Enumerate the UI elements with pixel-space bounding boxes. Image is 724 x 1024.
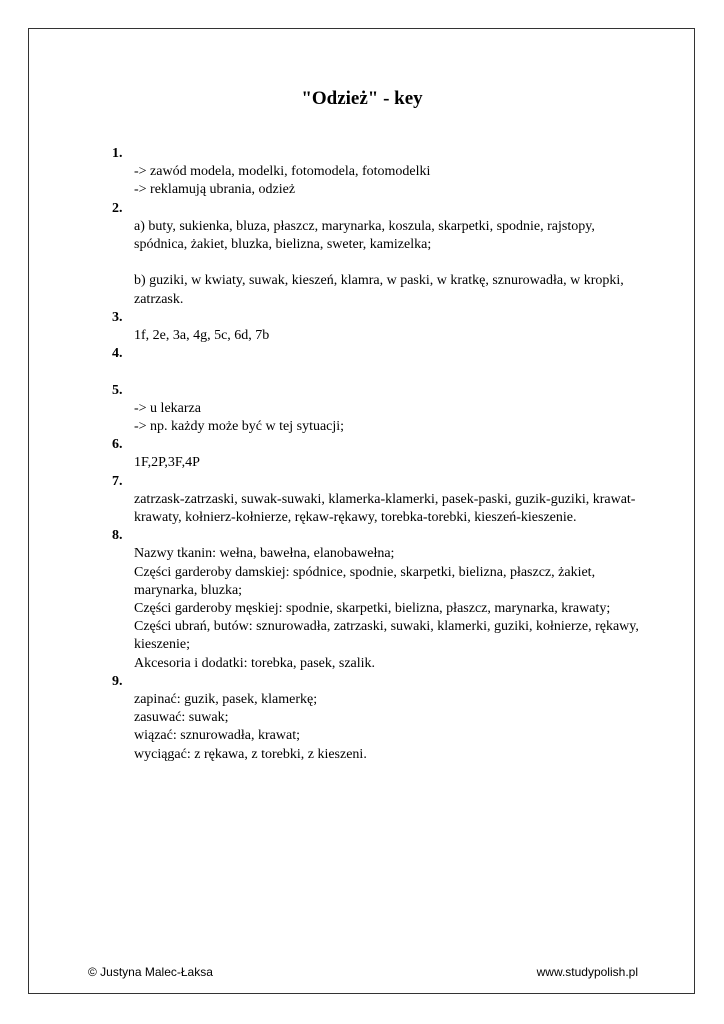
answer-line: zatrzask-zatrzaski, suwak-suwaki, klamerka-klamerki, pasek-paski, guzik-guziki, krawat-krawaty, kołnierz-kołnierze, rękaw-rękawy, torebka-torebki, kieszeń-kieszenie. xyxy=(134,491,636,526)
answer-line: Akcesoria i dodatki: torebka, pasek, szalik. xyxy=(134,655,376,671)
answer-line: wyciągać: z rękawa, z torebki, z kieszeni. xyxy=(134,746,367,762)
answer-line: Części ubrań, butów: sznurowadła, zatrzaski, suwaki, klamerki, guziki, kołnierze, rękawy, kieszenie; xyxy=(134,619,639,653)
answer-line: Nazwy tkanin: wełna, bawełna, elanobawełna; xyxy=(134,546,395,562)
spacer xyxy=(112,254,642,272)
document-title: "Odzież" - key xyxy=(301,88,423,109)
footer-author: © Justyna Malec-Łaksa xyxy=(88,965,213,979)
answer-line: zapinać: guzik, pasek, klamerkę; xyxy=(134,692,318,708)
question-number-8: 8. xyxy=(112,528,123,544)
answer-line: -> u lekarza xyxy=(134,400,201,416)
answer-key-body xyxy=(112,145,642,764)
question-number-6: 6. xyxy=(112,437,123,453)
question-number-4: 4. xyxy=(112,346,123,362)
spacer xyxy=(112,363,642,381)
answer-line: wiązać: sznurowadła, krawat; xyxy=(134,728,300,744)
answer-line: a) buty, sukienka, bluza, płaszcz, marynarka, koszula, skarpetki, spodnie, rajstopy, spódnica, żakiet, bluzka, bielizna, sweter, kamizelka; xyxy=(134,218,595,253)
answer-line: 1f, 2e, 3a, 4g, 5c, 6d, 7b xyxy=(134,328,270,344)
question-number-7: 7. xyxy=(112,473,123,489)
answer-line: b) guziki, w kwiaty, suwak, kieszeń, klamra, w paski, w kratkę, sznurowadła, w kropki, zatrzask. xyxy=(134,273,624,307)
answer-line: Części garderoby damskiej: spódnice, spodnie, skarpetki, bielizna, płaszcz, żakiet, marynarka, bluzka; xyxy=(134,564,596,598)
answer-line: -> zawód modela, modelki, fotomodela, fotomodelki xyxy=(134,164,431,180)
footer-website: www.studypolish.pl xyxy=(536,965,638,979)
question-number-2: 2. xyxy=(112,200,123,216)
question-number-3: 3. xyxy=(112,309,123,325)
answer-line: -> np. każdy może być w tej sytuacji; xyxy=(134,419,345,435)
answer-line: 1F,2P,3F,4P xyxy=(134,455,200,471)
question-number-9: 9. xyxy=(112,673,123,689)
answer-line: Części garderoby męskiej: spodnie, skarpetki, bielizna, płaszcz, marynarka, krawaty; xyxy=(134,601,611,617)
answer-line: -> reklamują ubrania, odzież xyxy=(134,182,296,198)
question-number-1: 1. xyxy=(112,146,123,161)
answer-line: zasuwać: suwak; xyxy=(134,710,229,726)
question-number-5: 5. xyxy=(112,382,123,398)
